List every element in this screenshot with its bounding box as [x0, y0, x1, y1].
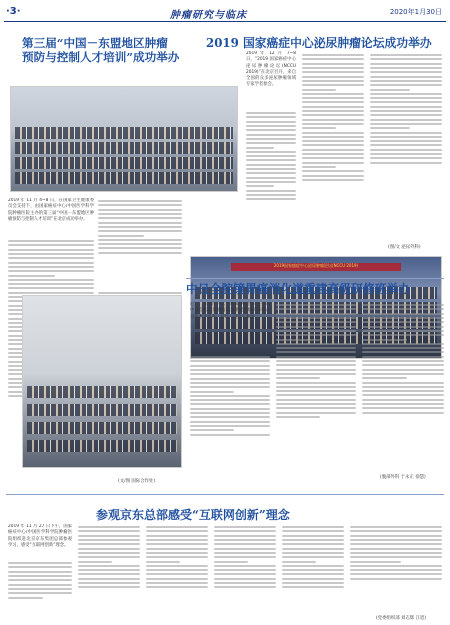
text-line [8, 266, 94, 268]
text-line [302, 71, 364, 73]
text-line [214, 530, 276, 532]
text-line [276, 364, 356, 366]
text-line [276, 343, 356, 345]
text-line [362, 347, 444, 349]
text-line [362, 373, 444, 375]
text-line [350, 578, 442, 580]
text-line [8, 240, 94, 242]
text-line [362, 317, 444, 319]
text-line [276, 407, 356, 409]
text-line [302, 162, 364, 164]
text-line [362, 326, 444, 328]
page-header [0, 0, 450, 24]
page-number: ·3· [6, 6, 21, 17]
text-line [214, 586, 276, 588]
text-line [8, 597, 43, 599]
article-2-body-col-2 [302, 52, 364, 250]
text-line [146, 573, 208, 575]
text-line [214, 556, 276, 558]
text-line [146, 586, 208, 588]
article-2-lead: 2019 年 12 月 7~8 日，“2019 国家癌症中心泌尿肿瘤论坛(NCCU 2019)”在北京召开，来自全国的众多泌尿肿瘤领域专家学者参会。 [246, 51, 296, 88]
text-line [282, 535, 344, 537]
text-line [8, 279, 94, 281]
text-line [8, 287, 94, 289]
text-line [350, 556, 442, 558]
headline-line: 参观京东总部感受“互联网创新”理念 [96, 508, 290, 522]
article-1-body-col-2 [98, 198, 182, 286]
text-line [8, 283, 94, 285]
text-line [370, 89, 410, 91]
text-line [276, 321, 356, 323]
text-line [214, 535, 276, 537]
text-line [302, 58, 364, 60]
text-line [362, 343, 444, 345]
text-line [214, 543, 276, 545]
text-line [276, 403, 356, 405]
article-2-headline[interactable] [206, 37, 450, 51]
text-line [276, 369, 356, 371]
text-line [98, 213, 182, 215]
text-line [190, 356, 270, 358]
text-line [302, 110, 364, 112]
text-line [98, 243, 182, 245]
text-line [370, 63, 442, 65]
text-line [8, 579, 72, 581]
text-line [276, 382, 356, 384]
text-line [78, 561, 112, 563]
text-line [214, 548, 276, 550]
headline-line: 预防与控制人才培训”成功举办 [22, 49, 180, 64]
text-line [146, 578, 208, 580]
text-line [370, 71, 442, 73]
text-line [302, 101, 364, 103]
text-line [302, 93, 364, 95]
text-line [276, 308, 356, 310]
text-line [362, 356, 444, 358]
text-line [370, 149, 442, 151]
text-line [8, 575, 72, 577]
text-line [370, 144, 442, 146]
article-4-body-col-4 [214, 524, 276, 622]
text-line [302, 97, 364, 99]
text-line [246, 138, 296, 140]
article-3-lead: 近日，新疆医科大学附属肿瘤医院主办的中日全腔镜胃癌消化道重建高级研修班在乌鲁木齐举办，共计一百余人参加。 [190, 302, 270, 320]
text-line [276, 304, 356, 306]
text-line [8, 244, 94, 246]
text-line [362, 394, 444, 396]
text-line [362, 364, 444, 366]
text-line [370, 106, 442, 108]
article-4-body-col-5 [282, 524, 344, 622]
meeting-photo-workshop [22, 295, 182, 468]
text-line [98, 292, 182, 294]
text-line [98, 204, 182, 206]
text-line [214, 561, 248, 563]
text-line [8, 253, 94, 255]
text-line [276, 412, 356, 414]
text-line [276, 394, 356, 396]
article-2-byline: (图/文 泌尿外科) [388, 245, 421, 250]
text-line [282, 565, 344, 567]
text-line [362, 377, 407, 379]
text-line [370, 140, 442, 142]
text-line [370, 76, 442, 78]
text-line [246, 134, 296, 136]
text-line [282, 548, 344, 550]
text-line [190, 429, 234, 431]
text-line [350, 543, 442, 545]
text-line [190, 434, 270, 436]
text-line [78, 582, 140, 584]
text-line [246, 164, 296, 166]
text-line [246, 198, 296, 200]
headline-line: 中日全腔镜胃癌消化道重建高级研修班举办 [186, 282, 411, 296]
text-line [78, 543, 140, 545]
text-line [370, 58, 442, 60]
text-line [350, 539, 442, 541]
text-line [276, 317, 356, 319]
article-3-byline: (腹部外科 于永正 徐慧) [380, 475, 426, 480]
text-line [98, 235, 144, 237]
text-line [214, 569, 276, 571]
text-line [146, 535, 208, 537]
text-line [276, 347, 356, 349]
text-line [214, 526, 276, 528]
text-line [370, 127, 410, 129]
text-line [8, 588, 72, 590]
text-line [302, 106, 364, 108]
text-line [362, 412, 444, 414]
text-line [350, 561, 401, 563]
text-line [302, 179, 364, 181]
text-line [190, 421, 270, 423]
text-line [370, 132, 442, 134]
text-line [98, 217, 182, 219]
text-line [362, 360, 444, 362]
text-line [214, 565, 276, 567]
text-line [8, 292, 94, 294]
text-line [246, 172, 296, 174]
text-line [8, 262, 94, 264]
text-line [276, 356, 356, 358]
header-rule [4, 21, 446, 22]
text-line [246, 151, 296, 153]
text-line [8, 566, 72, 568]
text-line [362, 308, 444, 310]
text-line [190, 391, 234, 393]
text-line [370, 136, 442, 138]
text-line [78, 552, 140, 554]
text-line [190, 412, 270, 414]
text-line [302, 140, 364, 142]
text-line [302, 67, 364, 69]
text-line [276, 351, 356, 353]
text-line [98, 200, 182, 202]
text-line [362, 403, 444, 405]
text-line [302, 170, 364, 172]
text-line [214, 573, 276, 575]
text-line [362, 390, 444, 392]
text-line [146, 569, 208, 571]
text-line [302, 149, 364, 151]
text-line [350, 552, 442, 554]
text-line [8, 257, 94, 259]
text-line [214, 582, 276, 584]
article-3-body-col-3 [362, 302, 444, 472]
text-line [98, 222, 182, 224]
text-line [78, 535, 140, 537]
text-line [302, 144, 364, 146]
text-line [190, 378, 270, 380]
text-line [8, 270, 94, 272]
text-line [98, 247, 182, 249]
text-line [302, 153, 364, 155]
text-line [190, 369, 270, 371]
text-line [302, 114, 364, 116]
text-line [362, 313, 444, 315]
text-line [146, 556, 208, 558]
text-line [246, 177, 296, 179]
text-line [8, 584, 72, 586]
text-line [370, 119, 442, 121]
text-line [246, 159, 296, 161]
text-line [78, 548, 140, 550]
text-line [146, 539, 208, 541]
text-line [276, 313, 356, 315]
headline-line: 第三届“中国－东盟地区肿瘤 [22, 36, 168, 50]
text-line [350, 565, 442, 567]
text-line [362, 339, 407, 341]
text-line [276, 360, 356, 362]
text-line [190, 399, 270, 401]
text-line [282, 556, 344, 558]
text-line [98, 209, 182, 211]
text-line [190, 382, 270, 384]
text-line [370, 97, 442, 99]
text-line [282, 552, 344, 554]
article-2-body-col-3 [370, 52, 442, 224]
article-4-lead: 2019 年 11 月 27 日下午，国家癌症中心/中国医学科学院肿瘤医院组织赴北京京东集团总部参观学习，感受“互联网创新”理念。 [8, 524, 72, 548]
text-line [302, 119, 364, 121]
text-line [8, 592, 72, 594]
text-line [8, 562, 72, 564]
text-line [282, 586, 344, 588]
text-line [276, 377, 320, 379]
section-divider [6, 494, 444, 495]
text-line [78, 586, 140, 588]
text-line [190, 373, 270, 375]
text-line [78, 565, 140, 567]
text-line [190, 425, 270, 427]
text-line [282, 573, 344, 575]
text-line [146, 552, 208, 554]
article-2-body-col-1 [246, 110, 296, 250]
text-line [276, 326, 356, 328]
text-line [190, 408, 270, 410]
article-1-lead: 2019 年 11 月 4~8 日，在国家卫生健康委员会支持下，由国家癌症中心/中国医学科学院肿瘤医院主办的第三届“中国－东盟地区肿瘤预防与控制人才培训”在北京成功举办。 [8, 198, 94, 222]
text-line [362, 330, 444, 332]
text-line [246, 190, 296, 192]
text-line [276, 334, 356, 336]
text-line [362, 334, 444, 336]
article-4-byline: (党委组织部 刘志辉 江恩) [376, 616, 427, 621]
text-line [302, 127, 336, 129]
text-line [370, 84, 442, 86]
text-line [246, 155, 296, 157]
text-line [8, 571, 72, 573]
text-line [146, 548, 208, 550]
newspaper-name: 肿瘤研究与临床 [170, 10, 247, 21]
text-line [190, 365, 270, 367]
text-line [282, 582, 344, 584]
text-line [350, 573, 442, 575]
text-line [302, 89, 336, 91]
text-line [282, 539, 344, 541]
text-line [302, 157, 364, 159]
text-line [146, 561, 180, 563]
text-line [350, 569, 442, 571]
text-line [302, 166, 336, 168]
text-line [8, 275, 55, 277]
text-line [78, 556, 140, 558]
text-line [246, 121, 296, 123]
text-line [276, 330, 356, 332]
text-line [370, 93, 442, 95]
text-line [78, 578, 140, 580]
text-line [362, 407, 444, 409]
article-4-body-col-3 [146, 524, 208, 622]
text-line [214, 578, 276, 580]
text-line [302, 76, 364, 78]
text-line [350, 530, 442, 532]
text-line [370, 67, 442, 69]
text-line [78, 573, 140, 575]
text-line [146, 565, 208, 567]
text-line [362, 386, 444, 388]
text-line [370, 54, 442, 56]
text-line [246, 116, 296, 118]
text-line [246, 125, 296, 127]
text-line [370, 153, 442, 155]
article-4-body-col-1 [8, 560, 72, 622]
text-line [350, 535, 442, 537]
text-line [302, 132, 364, 134]
text-line [282, 569, 344, 571]
text-line [362, 351, 444, 353]
group-photo-training [10, 86, 238, 192]
text-line [246, 142, 296, 144]
text-line [214, 552, 276, 554]
text-line [78, 530, 140, 532]
text-line [276, 339, 320, 341]
text-line [370, 80, 442, 82]
text-line [370, 162, 442, 164]
text-line [190, 403, 270, 405]
article-3-body-col-2 [276, 302, 356, 480]
text-line [362, 321, 444, 323]
text-line [350, 548, 442, 550]
text-line [146, 530, 208, 532]
text-line [190, 395, 270, 397]
text-line [246, 147, 274, 149]
text-line [282, 526, 344, 528]
article-4-body-col-6 [350, 524, 442, 614]
text-line [276, 416, 320, 418]
text-line [302, 54, 364, 56]
text-line [190, 416, 270, 418]
text-line [362, 304, 444, 306]
text-line [190, 386, 270, 388]
text-line [282, 578, 344, 580]
text-line [276, 386, 356, 388]
text-line [362, 382, 444, 384]
article-1-byline: (文/图 国际合作处) [118, 479, 156, 484]
article-3-body-col-1 [190, 354, 270, 480]
text-line [302, 63, 364, 65]
text-line [362, 399, 444, 401]
text-line [370, 157, 442, 159]
text-line [276, 373, 356, 375]
text-line [78, 526, 140, 528]
text-line [276, 390, 356, 392]
text-line [190, 360, 270, 362]
text-line [146, 543, 208, 545]
text-line [78, 539, 140, 541]
text-line [282, 543, 344, 545]
section-divider [186, 278, 444, 279]
text-line [246, 185, 274, 187]
text-line [302, 136, 364, 138]
text-line [370, 114, 442, 116]
text-line [246, 112, 296, 114]
article-4-headline[interactable] [96, 508, 356, 522]
text-line [282, 530, 344, 532]
text-line [8, 249, 94, 251]
text-line [98, 239, 182, 241]
text-line [98, 230, 182, 232]
text-line [362, 369, 444, 371]
text-line [302, 123, 364, 125]
headline-line: 2019 国家癌症中心泌尿肿瘤论坛成功举办 [206, 36, 432, 50]
text-line [282, 561, 316, 563]
text-line [98, 226, 182, 228]
text-line [78, 569, 140, 571]
text-line [146, 582, 208, 584]
article-3-headline[interactable] [186, 283, 450, 297]
text-line [350, 526, 442, 528]
text-line [302, 175, 364, 177]
text-line [246, 168, 296, 170]
text-line [370, 110, 442, 112]
text-line [146, 526, 208, 528]
text-line [276, 399, 356, 401]
text-line [98, 252, 182, 254]
text-line [302, 80, 364, 82]
issue-date: 2020年1月30日 [389, 8, 442, 16]
article-1-headline[interactable] [22, 37, 218, 64]
text-line [214, 539, 276, 541]
text-line [302, 84, 364, 86]
text-line [246, 129, 296, 131]
text-line [370, 101, 442, 103]
text-line [246, 181, 296, 183]
forum-banner-text: 2019国家癌症中心泌尿肿瘤论坛(NCCU 2019) [273, 263, 359, 268]
text-line [370, 123, 442, 125]
article-4-body-col-2 [78, 524, 140, 622]
text-line [246, 194, 296, 196]
